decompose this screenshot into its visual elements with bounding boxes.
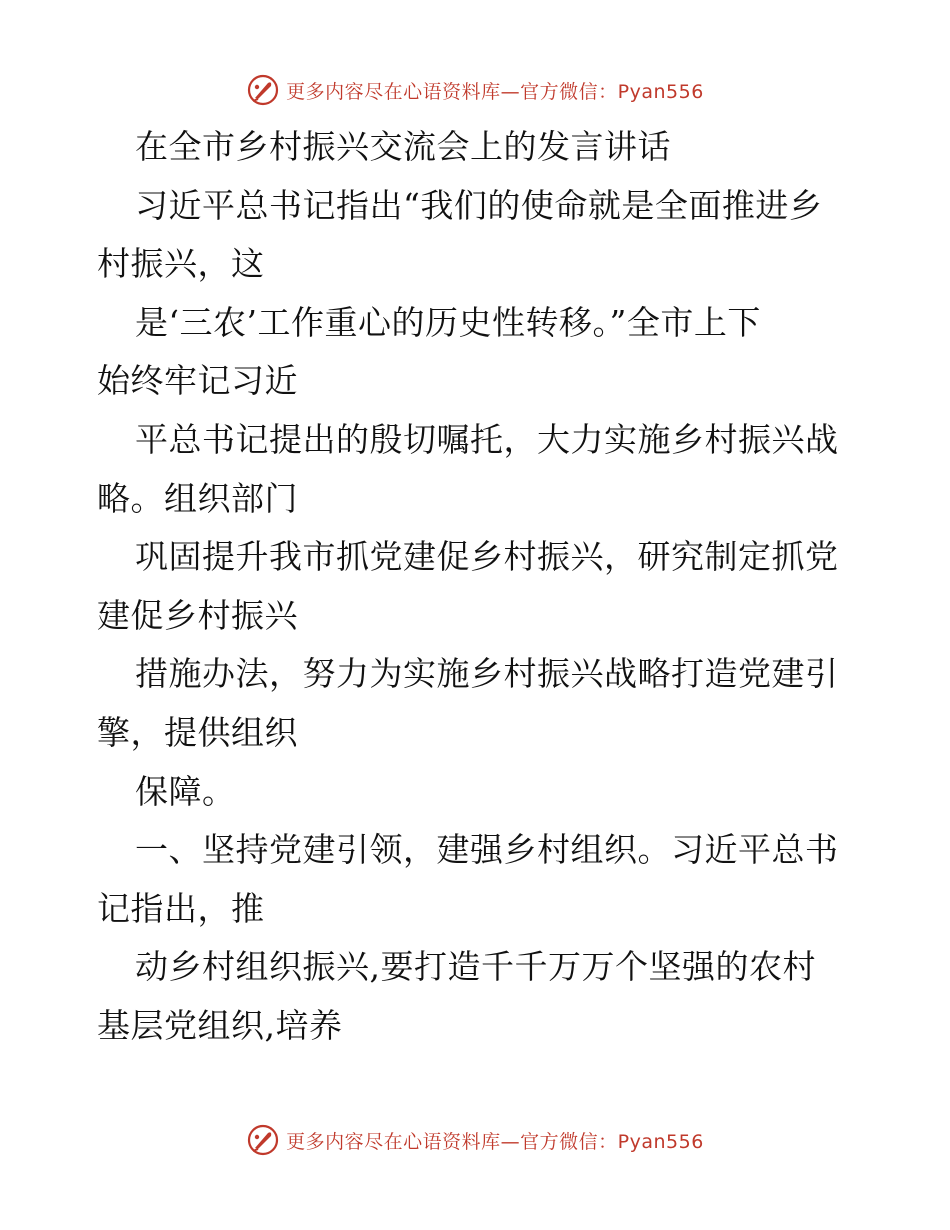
document-line: 记指出，推 [97, 888, 265, 928]
document-line: 巩固提升我市抓党建促乡村振兴，研究制定抓党 [135, 537, 839, 577]
document-line: 基层党组织,培养 [97, 1005, 343, 1045]
document-body [97, 118, 857, 1056]
document-line: 动乡村组织振兴,要打造千千万万个坚强的农村 [135, 947, 816, 987]
header-banner-text: 更多内容尽在心语资料库—官方微信：Pyan556 [286, 80, 704, 103]
document-line: 在全市乡村振兴交流会上的发言讲话 [135, 127, 671, 166]
document-line: 一、坚持党建引领，建强乡村组织。习近平总书 [135, 830, 839, 870]
document-line: 措施办法，努力为实施乡村振兴战略打造党建引 [135, 654, 839, 694]
header-banner [0, 70, 950, 110]
document-line: 习近平总书记指出“我们的使命就是全面推进乡 [135, 185, 823, 225]
footer-banner [0, 1120, 950, 1160]
document-line: 始终牢记习近 [97, 361, 298, 401]
quill-logo-icon [246, 73, 280, 107]
footer-banner-inner [246, 1123, 704, 1157]
document-line: 村振兴，这 [97, 244, 265, 284]
document-line: 略。组织部门 [97, 478, 298, 518]
document-line: 擎，提供组织 [97, 712, 298, 752]
header-banner-inner [246, 73, 704, 107]
footer-banner-text: 更多内容尽在心语资料库—官方微信：Pyan556 [286, 1130, 704, 1153]
document-line: 建促乡村振兴 [97, 595, 298, 635]
document-line: 平总书记提出的殷切嘱托，大力实施乡村振兴战 [135, 419, 839, 459]
document-line: 是‘三农’工作重心的历史性转移。”全市上下 [135, 302, 761, 342]
document-line: 保障。 [135, 771, 236, 811]
quill-logo-icon [246, 1123, 280, 1157]
